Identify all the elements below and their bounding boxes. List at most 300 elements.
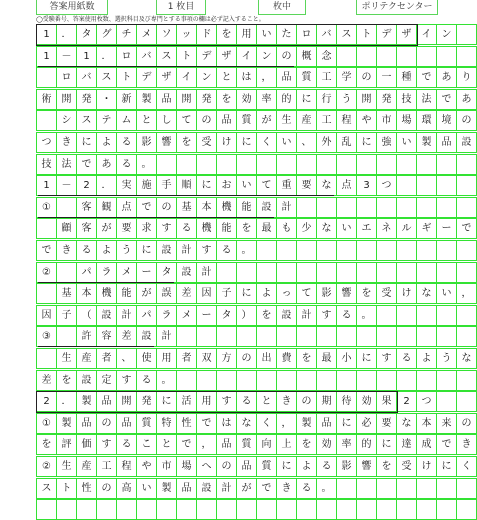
grid-cell: る (116, 434, 137, 455)
grid-cell: に (136, 240, 157, 261)
grid-cell: に (356, 132, 377, 153)
heading-underline (38, 346, 154, 347)
grid-cell: 率 (256, 89, 277, 110)
grid-cell: － (56, 175, 77, 196)
grid-cell: 来 (436, 413, 457, 434)
grid-cell: 2 (396, 391, 417, 412)
grid-row (36, 110, 472, 131)
grid-cell: る (336, 305, 357, 326)
grid-cell: あ (456, 89, 477, 110)
grid-cell (356, 262, 377, 283)
grid-cell: る (136, 370, 157, 391)
grid-cell: 品 (116, 413, 137, 434)
grid-cell: に (276, 456, 297, 477)
grid-cell: す (116, 370, 137, 391)
grid-cell (376, 305, 397, 326)
grid-cell: は (216, 413, 237, 434)
grid-cell (456, 24, 477, 45)
grid-cell: 因 (196, 283, 217, 304)
grid-cell (456, 326, 477, 347)
grid-cell: を (256, 305, 277, 326)
grid-cell (316, 262, 337, 283)
grid-cell (456, 370, 477, 391)
grid-cell (416, 175, 437, 196)
grid-row (36, 175, 454, 196)
grid-cell (216, 499, 237, 520)
grid-cell (396, 240, 417, 261)
grid-cell: を (36, 434, 57, 455)
grid-cell (296, 154, 317, 175)
grid-cell: ン (436, 24, 457, 45)
grid-cell: お (216, 175, 237, 196)
grid-cell (456, 499, 477, 520)
grid-cell: 質 (236, 110, 257, 131)
grid-cell: に (76, 132, 97, 153)
grid-cell: デ (376, 24, 397, 45)
grid-cell: の (236, 348, 257, 369)
grid-cell: 響 (356, 456, 377, 477)
grid-cell (336, 240, 357, 261)
grid-cell: く (256, 132, 277, 153)
grid-cell: 受 (376, 283, 397, 304)
grid-cell (456, 46, 477, 67)
grid-cell: 製 (56, 413, 77, 434)
grid-cell: 環 (416, 110, 437, 131)
grid-cell: へ (196, 456, 217, 477)
grid-cell: 生 (56, 348, 77, 369)
grid-cell: 双 (196, 348, 217, 369)
grid-cell: 子 (216, 283, 237, 304)
grid-cell (196, 154, 217, 175)
grid-cell: 程 (336, 110, 357, 131)
grid-cell: 発 (136, 391, 157, 412)
grid-cell: 、 (296, 132, 317, 153)
grid-cell: イ (176, 67, 197, 88)
grid-cell (416, 154, 437, 175)
instruction-note: ◯受験番号、答案使用枚数、選択科目及び専門とする事項の欄は必ず記入すること。 (36, 16, 265, 23)
grid-cell: つ (416, 391, 437, 412)
grid-cell: く (256, 413, 277, 434)
grid-cell: 品 (236, 456, 257, 477)
grid-cell: つ (376, 175, 397, 196)
grid-cell: 発 (376, 89, 397, 110)
grid-cell (56, 262, 77, 283)
grid-cell (396, 175, 417, 196)
grid-cell: 最 (316, 348, 337, 369)
grid-cell: 順 (176, 175, 197, 196)
grid-cell: が (236, 478, 257, 499)
grid-cell: 的 (276, 89, 297, 110)
grid-cell: 、 (116, 348, 137, 369)
grid-cell: 効 (236, 89, 257, 110)
grid-cell: 1 (76, 46, 97, 67)
grid-cell: り (456, 67, 477, 88)
grid-cell: 技 (36, 154, 57, 175)
grid-cell: ② (36, 456, 57, 477)
grid-cell: タ (156, 262, 177, 283)
grid-cell: 質 (256, 456, 277, 477)
grid-cell (96, 499, 117, 520)
grid-cell: け (216, 132, 237, 153)
grid-cell (416, 478, 437, 499)
grid-cell: 工 (316, 110, 337, 131)
grid-cell: に (436, 456, 457, 477)
grid-cell: な (456, 348, 477, 369)
grid-cell: 能 (236, 197, 257, 218)
grid-cell (416, 326, 437, 347)
grid-cell: 客 (76, 218, 97, 239)
grid-cell: 定 (96, 370, 117, 391)
grid-cell: タ (76, 24, 97, 45)
grid-cell: ル (396, 218, 417, 239)
grid-cell: ① (36, 413, 57, 434)
grid-cell: ト (176, 46, 197, 67)
grid-cell: す (96, 434, 117, 455)
grid-cell: に (236, 132, 257, 153)
grid-row (36, 305, 454, 326)
grid-cell: テ (96, 110, 117, 131)
heading-underline (38, 217, 274, 218)
grid-cell: で (196, 413, 217, 434)
grid-cell: ， (196, 434, 217, 455)
grid-row (36, 478, 454, 499)
grid-row (36, 67, 472, 88)
grid-cell: に (336, 413, 357, 434)
grid-cell (456, 262, 477, 283)
grid-cell: 計 (296, 305, 317, 326)
grid-cell: 点 (336, 175, 357, 196)
grid-cell: よ (96, 240, 117, 261)
grid-cell: 特 (156, 413, 177, 434)
grid-cell: を (216, 24, 237, 45)
grid-cell (316, 197, 337, 218)
grid-cell (396, 499, 417, 520)
grid-cell (256, 499, 277, 520)
grid-cell: こ (136, 434, 157, 455)
grid-cell (216, 262, 237, 283)
grid-cell (316, 326, 337, 347)
grid-cell: 効 (356, 391, 377, 412)
grid-cell: よ (416, 348, 437, 369)
header-cell-sheets: 答案用紙数 (36, 0, 108, 15)
grid-cell: で (436, 434, 457, 455)
grid-cell: に (296, 89, 317, 110)
grid-cell: い (276, 132, 297, 153)
grid-cell: 要 (296, 175, 317, 196)
grid-cell: 品 (216, 110, 237, 131)
grid-cell: ン (256, 46, 277, 67)
grid-cell: 客 (76, 197, 97, 218)
grid-cell: で (36, 240, 57, 261)
grid-row (36, 370, 454, 391)
grid-cell: 程 (116, 456, 137, 477)
grid-cell: が (256, 110, 277, 131)
grid-cell: 法 (56, 154, 77, 175)
grid-cell: 。 (236, 240, 257, 261)
grid-cell: 設 (76, 370, 97, 391)
heading-underline (38, 195, 334, 196)
grid-cell (356, 197, 377, 218)
grid-cell: ・ (96, 89, 117, 110)
grid-cell (336, 370, 357, 391)
grid-cell: 要 (116, 218, 137, 239)
grid-cell: ① (36, 197, 57, 218)
grid-cell (256, 370, 277, 391)
grid-cell: る (236, 391, 257, 412)
grid-cell: 品 (96, 391, 117, 412)
grid-cell: バ (136, 46, 157, 67)
grid-cell: 2 (36, 391, 57, 412)
grid-cell: な (236, 413, 257, 434)
grid-cell: 用 (196, 391, 217, 412)
grid-cell: ー (436, 218, 457, 239)
grid-cell: 設 (256, 197, 277, 218)
grid-cell: ） (236, 305, 257, 326)
grid-cell: す (216, 391, 237, 412)
grid-cell (396, 262, 417, 283)
grid-cell: の (276, 46, 297, 67)
grid-cell: う (116, 240, 137, 261)
grid-cell: ス (96, 67, 117, 88)
grid-cell (296, 262, 317, 283)
grid-cell (36, 499, 57, 520)
grid-cell: 的 (356, 434, 377, 455)
grid-cell: に (356, 348, 377, 369)
grid-cell: デ (136, 67, 157, 88)
grid-cell: に (156, 391, 177, 412)
grid-row (36, 262, 454, 283)
grid-cell: 産 (76, 348, 97, 369)
grid-cell: 機 (196, 218, 217, 239)
grid-cell: ネ (376, 218, 397, 239)
grid-cell: ② (36, 262, 57, 283)
grid-cell: 工 (316, 67, 337, 88)
grid-cell: 者 (176, 348, 197, 369)
grid-cell: る (296, 478, 317, 499)
grid-cell: 品 (176, 478, 197, 499)
grid-cell: 生 (276, 110, 297, 131)
grid-cell (456, 175, 477, 196)
grid-cell: 計 (116, 305, 137, 326)
grid-cell: る (396, 348, 417, 369)
grid-cell: 受 (396, 456, 417, 477)
grid-cell (456, 478, 477, 499)
grid-cell: を (296, 348, 317, 369)
grid-cell: 影 (136, 132, 157, 153)
grid-cell (336, 154, 357, 175)
grid-cell: 工 (96, 456, 117, 477)
grid-cell (436, 240, 457, 261)
grid-cell: タ (216, 305, 237, 326)
heading-underline (38, 66, 294, 67)
grid-cell: ザ (156, 67, 177, 88)
grid-cell: い (396, 132, 417, 153)
grid-cell: 差 (116, 326, 137, 347)
grid-cell (276, 499, 297, 520)
header-cell-page: 1 枚目 (156, 0, 206, 15)
grid-cell (336, 262, 357, 283)
grid-cell: に (236, 283, 257, 304)
grid-cell: よ (96, 132, 117, 153)
grid-cell: 発 (196, 89, 217, 110)
grid-cell: メ (176, 305, 197, 326)
grid-cell (156, 499, 177, 520)
grid-cell: っ (276, 283, 297, 304)
grid-cell (276, 154, 297, 175)
grid-cell (36, 283, 57, 304)
grid-cell: 品 (436, 132, 457, 153)
grid-cell (396, 370, 417, 391)
grid-cell (376, 197, 397, 218)
grid-cell: 顧 (56, 218, 77, 239)
grid-row (36, 413, 472, 434)
grid-cell: 求 (136, 218, 157, 239)
grid-cell: 設 (196, 478, 217, 499)
grid-cell: を (296, 434, 317, 455)
answer-grid (36, 24, 472, 494)
grid-cell: 影 (336, 456, 357, 477)
grid-cell: て (256, 175, 277, 196)
grid-cell: 品 (76, 413, 97, 434)
grid-cell: た (276, 24, 297, 45)
grid-cell: 製 (76, 391, 97, 412)
grid-cell: の (96, 478, 117, 499)
grid-cell: 製 (156, 478, 177, 499)
grid-cell (456, 391, 477, 412)
grid-cell: ザ (216, 46, 237, 67)
grid-cell: に (196, 175, 217, 196)
grid-cell: ， (256, 67, 277, 88)
header-cell-center: ポリテクセンター (356, 0, 438, 15)
heading-underline (38, 282, 174, 283)
grid-cell (356, 154, 377, 175)
grid-cell (276, 370, 297, 391)
grid-cell (296, 370, 317, 391)
grid-cell (176, 326, 197, 347)
grid-cell: ， (276, 413, 297, 434)
grid-cell: ム (116, 110, 137, 131)
grid-cell (196, 499, 217, 520)
grid-cell (56, 197, 77, 218)
grid-cell: 能 (216, 218, 237, 239)
grid-cell: ス (36, 478, 57, 499)
grid-cell: う (336, 89, 357, 110)
grid-cell (456, 240, 477, 261)
grid-cell: と (256, 391, 277, 412)
grid-cell: あ (436, 67, 457, 88)
grid-cell: 能 (116, 283, 137, 304)
grid-cell: ， (456, 283, 477, 304)
grid-cell: チ (116, 24, 137, 45)
grid-cell: で (176, 434, 197, 455)
grid-row (36, 46, 454, 67)
grid-cell: 。 (316, 478, 337, 499)
grid-cell: 性 (176, 413, 197, 434)
grid-cell: 術 (36, 89, 57, 110)
grid-cell: 期 (316, 391, 337, 412)
grid-cell (396, 197, 417, 218)
grid-cell (216, 154, 237, 175)
grid-cell (436, 262, 457, 283)
grid-cell: イ (236, 46, 257, 67)
grid-cell: ． (56, 24, 77, 45)
grid-cell (236, 499, 257, 520)
grid-cell: 質 (236, 434, 257, 455)
grid-cell (456, 197, 477, 218)
grid-cell: 必 (356, 413, 377, 434)
grid-cell (356, 478, 377, 499)
grid-cell: ． (96, 46, 117, 67)
grid-row (36, 154, 454, 175)
grid-cell (416, 240, 437, 261)
grid-cell: パ (136, 305, 157, 326)
grid-cell: す (376, 348, 397, 369)
grid-cell: 。 (156, 370, 177, 391)
grid-cell (436, 370, 457, 391)
grid-cell (36, 110, 57, 131)
grid-cell: ロ (56, 67, 77, 88)
grid-cell (396, 46, 417, 67)
grid-cell: な (416, 283, 437, 304)
grid-cell: る (76, 240, 97, 261)
grid-cell (356, 240, 377, 261)
grid-cell: 小 (336, 348, 357, 369)
grid-cell (416, 370, 437, 391)
grid-row (36, 499, 454, 520)
grid-cell: つ (36, 132, 57, 153)
grid-row (36, 434, 472, 455)
grid-cell: る (116, 154, 137, 175)
grid-cell: バ (76, 67, 97, 88)
grid-cell (396, 305, 417, 326)
grid-cell: バ (316, 24, 337, 45)
grid-cell (296, 499, 317, 520)
grid-cell (436, 46, 457, 67)
grid-cell (356, 46, 377, 67)
grid-cell: 差 (176, 283, 197, 304)
grid-cell: す (316, 305, 337, 326)
grid-cell: 手 (156, 175, 177, 196)
grid-cell: 製 (296, 413, 317, 434)
grid-cell (436, 175, 457, 196)
grid-cell: 率 (336, 434, 357, 455)
grid-cell (336, 326, 357, 347)
grid-cell (356, 326, 377, 347)
grid-row (36, 456, 472, 477)
grid-cell (376, 46, 397, 67)
grid-cell: 学 (336, 67, 357, 88)
grid-cell (296, 197, 317, 218)
grid-cell: き (276, 391, 297, 412)
grid-cell: よ (296, 456, 317, 477)
grid-cell: ト (356, 24, 377, 45)
grid-cell (276, 240, 297, 261)
grid-cell: は (236, 67, 257, 88)
grid-row (36, 197, 454, 218)
grid-cell: 産 (296, 110, 317, 131)
grid-cell (376, 326, 397, 347)
grid-cell: ス (76, 110, 97, 131)
grid-cell: の (96, 413, 117, 434)
grid-cell: 外 (316, 132, 337, 153)
grid-cell: 場 (176, 456, 197, 477)
grid-cell (36, 218, 57, 239)
grid-cell: 1 (36, 46, 57, 67)
grid-cell (336, 478, 357, 499)
grid-cell: 計 (176, 240, 197, 261)
grid-cell (216, 326, 237, 347)
grid-cell: 市 (156, 456, 177, 477)
